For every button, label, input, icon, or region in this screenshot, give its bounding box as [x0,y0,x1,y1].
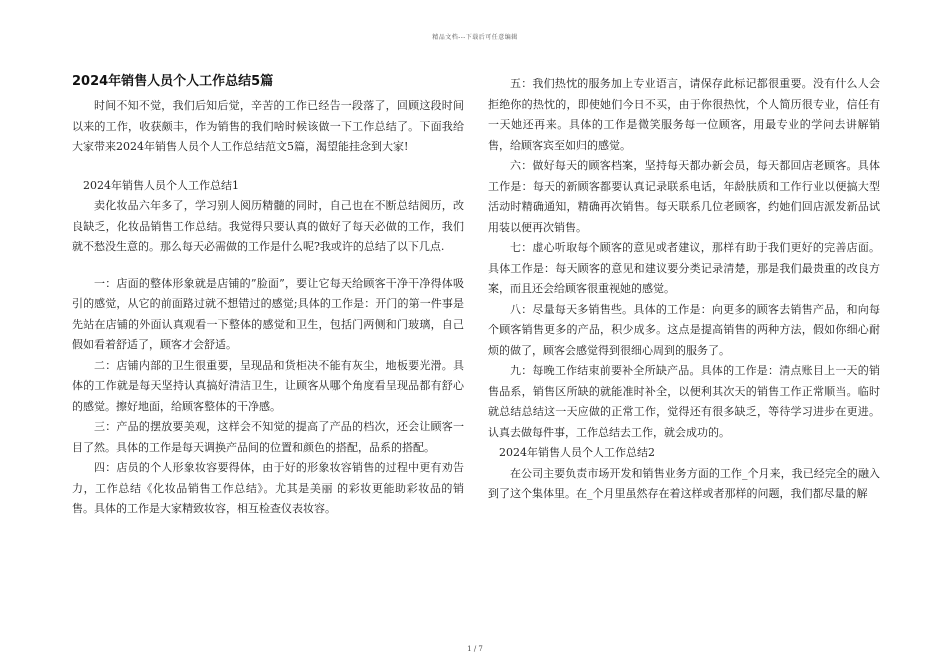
page-header: 精品文档---下载后可任意编辑 [432,34,518,41]
point-8: 八：尽量每天多销售些。具体的工作是：向更多的顾客去销售产品，和向每个顾客销售更多的产品，积少成多。这点是提高销售的两种方法，假如你细心耐烦的做了，顾客会感觉得到很细心周到的服务了。 [488,302,880,357]
section-2-heading: 2024年销售人员个人工作总结2 [499,446,655,459]
right-column [488,74,880,505]
document-title: 2024年销售人员个人工作总结5篇 [72,74,274,89]
point-2: 二：店铺内部的卫生很重要，呈现品和货柜决不能有灰尘，地板要光滑。具体的工作就是每天坚持认真搞好清洁卫生，让顾客从哪个角度看呈现品都有舒心的感觉。擦好地面，给顾客整体的干净感。 [72,358,464,413]
intro-paragraph: 时间不知不觉，我们后知后觉，辛苦的工作已经告一段落了，回顾这段时间以来的工作，收获颇丰，作为销售的我们啥时候该做一下工作总结了。下面我给大家带来2024年销售人员个人工作总结范文5篇，渴望能挂念到大家! [72,99,464,153]
point-9: 九：每晚工作结束前要补全所缺产品。具体的工作是：清点账目上一天的销售品系，销售区所缺的就能准时补全，以便利其次天的销售工作正常顺当。临时就总结总结这一天应做的正常工作，觉得还有很多缺乏，等待学习进步在更进。认真去做每件事，工作总结去工作，就会成功的。 [488,364,880,439]
left-column [72,72,464,520]
point-5: 五：我们热忱的服务加上专业语言，请保存此标记都很重要。没有什么人会拒绝你的热忱的，即使她们今日不买，由于你很热忱，个人简历很专业，信任有一天她还再来。具体的工作是微笑服务每一位顾客，用最专业的学问去讲解销售，给顾客宾至如归的感觉。 [488,77,880,152]
section-1-heading: 2024年销售人员个人工作总结1 [83,178,239,192]
point-6: 六：做好每天的顾客档案，坚持每天都办新会员，每天都回店老顾客。具体工作是：每天的新顾客都要认真记录联系电话，年龄肤质和工作行业以便搞大型活动时精确通知，精确再次销售。每天联系几位老顾客，约她们回店派发新品试用装以便再次销售。 [488,159,880,234]
section-2-intro: 在公司主要负责市场开发和销售业务方面的工作_个月来，我已经完全的融入到了这个集体里。在_个月里虽然存在着这样或者那样的问题，我们都尽量的解 [488,466,880,500]
point-1: 一：店面的整体形象就是店铺的”脸面”，要让它每天给顾客干净干净得体吸引的感觉，从它的前面路过就不想错过的感觉;具体的工作是：开门的第一件事是先站在店铺的外面认真观看一下整体的感觉和卫生，包括门两侧和门玻璃，自己假如看着舒适了，顾客才会舒适。 [72,276,464,351]
point-3: 三：产品的摆放要美观，这样会不知觉的提高了产品的档次，还会让顾客一目了然。具体的工作是每天调换产品间的位置和颜色的搭配，品系的搭配。 [72,420,464,454]
point-7: 七：虚心听取每个顾客的意见或者建议，那样有助于我们更好的完善店面。具体工作是：每天顾客的意见和建议要分类记录清楚，那是我们最贵重的改良方案，而且还会给顾客很重视她的感觉。 [488,241,880,295]
page-number: 1 / 7 [467,645,483,653]
section-1-intro: 卖化妆品六年多了，学习别人阅历精髓的同时，自己也在不断总结阅历，改良缺乏，化妆品销售工作总结。我觉得只要认真的做好了每天必做的工作，我们就不愁没生意的。那么每天必需做的工作是什么呢?我或许的总结了以下几点. [72,199,464,253]
point-4: 四：店员的个人形象妆容要得体，由于好的形象妆容销售的过程中更有劝告力，工作总结《化妆品销售工作总结》。尤其是美丽 的彩妆更能助彩妆品的销售。具体的工作是大家精致妆容，相互检查仪表妆容。 [72,461,464,515]
